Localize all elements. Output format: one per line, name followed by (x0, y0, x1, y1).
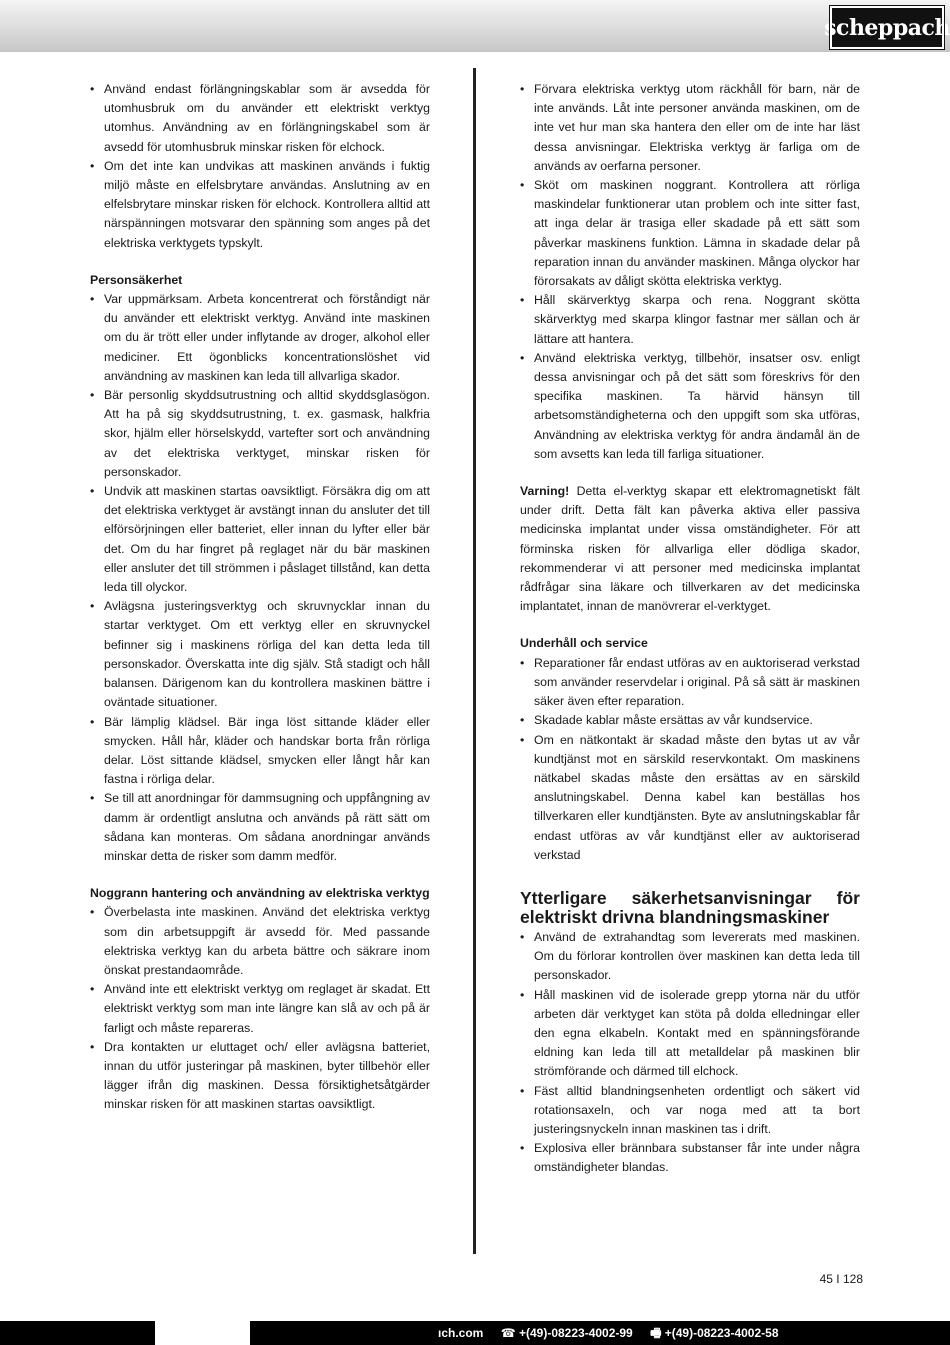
section-heading-personal-safety: Personsäkerhet (90, 272, 183, 287)
footer-white-block (155, 1321, 250, 1345)
additional-list (520, 928, 860, 1178)
list-item: • Skadade kablar måste ersättas av vår kundservice. (520, 711, 860, 730)
list-item: • Håll skärverktyg skarpa och rena. Noggrant skötta skärverktyg med skarpa klingor fastnar mer sällan och är lättare att hantera. (520, 291, 860, 349)
list-item: • Var uppmärksam. Arbeta koncentrerat och förståndigt när du använder ett elektriskt verktyg. Använd inte maskinen om du är trött eller under inflytande av droger, alkohol eller mediciner. Ett ögonblicks koncentrationslöshet vid användning av maskinen kan leda till allvarliga skador. (90, 290, 430, 386)
column-divider (473, 68, 476, 1254)
page-number: 45 I 128 (819, 1272, 863, 1286)
list-item: • Explosiva eller brännbara substanser får inte under några omständigheter blandas. (520, 1139, 860, 1177)
warning-text: Detta el-verktyg skapar ett elektromagnetiskt fält under drift. Detta fält kan påverka aktiva eller passiva medicinska implantat under vissa omständigheter. För att förminska risken för allvarliga eller dödliga skador, rekommenderar vi att personer med medicinska implantat rådfrågar sina läkare och tillverkaren av det medicinska implantatet, innan de manövrerar el-verktyget. (520, 484, 860, 614)
brand-logo: scheppach (830, 6, 944, 49)
list-item: • Om en nätkontakt är skadad måste den bytas ut av vår kundtjänst mot en särskild reservkontakt. Om maskinens nätkabel skadas måste den ersättas av en särskild anslutningskabel. Denna kabel kan beställas hos tillverkaren eller kundtjänsten. Byte av anslutningskablar får endast utföras av vår kundtjänst eller av auktoriserad verkstad (520, 731, 860, 865)
header-band (0, 0, 950, 52)
footer-fax: 🖷 +(49)-08223-4002-58 (650, 1326, 779, 1340)
footer-contact (438, 1324, 793, 1345)
careful-handling-list (90, 903, 430, 1114)
warning-paragraph (520, 482, 860, 616)
footer-phone: ☎ +(49)-08223-4002-99 (500, 1326, 633, 1340)
personal-safety-list (90, 290, 430, 866)
intro-list (90, 80, 430, 253)
list-item: • Undvik att maskinen startas oavsiktligt. Försäkra dig om att det elektriska verktyget är avstängt innan du ansluter det till elförsörjningen eller batteriet, eller innan du lyfter eller bär det. Om du har fingret på reglaget när du bär maskinen eller ansluter det till strömmen i påslaget tillstånd, kan detta leda till olyckor. (90, 482, 430, 597)
warning-label: Varning! (520, 484, 570, 499)
list-item: • Se till att anordningar för dammsugning och uppfångning av damm är ordentligt anslutna och används på rätt sätt om sådana kan monteras. Om sådana anordningar används minskar detta de risker som damm medför. (90, 789, 430, 866)
list-item: • Bär lämplig klädsel. Bär inga löst sittande kläder eller smycken. Håll hår, kläder och handskar borta från rörliga delar. Löst sittande klädsel, smycken eller långt hår kan fastna i rörliga delar. (90, 713, 430, 790)
list-item: • Om det inte kan undvikas att maskinen används i fuktig miljö måste en elfelsbrytare användas. Anslutning av en elfelsbrytare minskar risken för elchock. Kontrollera alltid att närspänningen motsvarar den spänning som anges på det elektriska verktygets typskylt. (90, 157, 430, 253)
list-item: • Avlägsna justeringsverktyg och skruvnycklar innan du startar verktyget. Om ett verktyg eller en skruvnyckel befinner sig i maskinens rörliga del kan detta leda till personskador. Överskatta inte dig själv. Stå stadigt och håll balansen. Därigenom kan du kontrollera maskinen bättre i oväntade situationer. (90, 597, 430, 712)
footer-bar (0, 1321, 950, 1345)
list-item: • Överbelasta inte maskinen. Använd det elektriska verktyg som din arbetsuppgift är avsedd för. Med passande elektriska verktyg kan du arbeta bättre och säkrare inom önskat prestandaområde. (90, 903, 430, 980)
intro-list-right (520, 80, 860, 464)
footer-web: ıch.com (438, 1326, 484, 1340)
list-item: • Fäst alltid blandningsenheten ordentligt och säkert vid rotationsaxeln, och var noga med att ta bort justeringsnyckeln innan maskinen tas i drift. (520, 1082, 860, 1140)
list-item: • Använd endast förlängningskablar som är avsedda för utomhusbruk om du använder ett elektriskt verktyg utomhus. Användning av en förlängningskabel som är avsedd för utomhusbruk minskar risken för elchock. (90, 80, 430, 157)
list-item: • Förvara elektriska verktyg utom räckhåll för barn, när de inte används. Låt inte personer använda maskinen, om de inte vet hur man ska hantera den eller om de inte har läst dessa anvisningar. Elektriska verktyg är farliga om de används av oerfarna personer. (520, 80, 860, 176)
list-item: • Bär personlig skyddsutrustning och alltid skyddsglasögon. Att ha på sig skyddsutrustning, t. ex. gasmask, halkfria skor, hjälm eller hörselskydd, vartefter sort och användning av det elektriska verktyget, minskar risken för personskador. (90, 386, 430, 482)
section-heading-careful-handling: Noggrann hantering och användning av elektriska verktyg (90, 886, 430, 901)
list-item: • Håll maskinen vid de isolerade grepp ytorna när du utför arbeten där verktyget kan stöta på dolda elledningar eller den egna elkabeln. Kontakt med en spänningsförande eldning kan leda till att metalldelar på maskinen blir strömförande och därmed till elchock. (520, 986, 860, 1082)
section-heading-service: Underhåll och service (520, 636, 648, 651)
list-item: • Sköt om maskinen noggrant. Kontrollera att rörliga maskindelar funktionerar utan problem och inte sitter fast, att inga delar är trasiga eller skadade på ett sätt som påverkar maskinens funktion. Lämna in skadade delar på reparation innan du använder maskinen. Många olyckor har förorsakats av dåligt skötta elektriska verktyg. (520, 176, 860, 291)
right-column (520, 80, 860, 1178)
list-item: • Dra kontakten ur eluttaget och/ eller avlägsna batteriet, innan du utför justeringar på maskinen, byter tillbehör eller lägger ifrån dig maskinen. Dessa försiktighetsåtgärder minskar risken för att maskinen startas oavsiktligt. (90, 1038, 430, 1115)
list-item: • Reparationer får endast utföras av en auktoriserad verkstad som använder reservdelar i original. På så sätt är maskinen säker även efter reparation. (520, 654, 860, 712)
list-item: • Använd de extrahandtag som levererats med maskinen. Om du förlorar kontrollen över maskinen kan detta leda till personskador. (520, 928, 860, 986)
left-column (90, 80, 430, 1115)
service-list (520, 654, 860, 865)
list-item: • Använd inte ett elektriskt verktyg om reglaget är skadat. Ett elektriskt verktyg som man inte längre kan slå av och på är farligt och måste repareras. (90, 980, 430, 1038)
section-heading-additional: Ytterligare säkerhetsanvisningar för elektriskt drivna blandningsmaskiner (520, 887, 860, 928)
list-item: • Använd elektriska verktyg, tillbehör, insatser osv. enligt dessa anvisningar och på det sätt som föreskrivs för den specifika maskinen. Ta härvid hänsyn till arbetsomständigheterna och den uppgift som ska utföras, Användning av elektriska verktyg för andra ändamål än de som avsetts kan leda till farliga situationer. (520, 349, 860, 464)
